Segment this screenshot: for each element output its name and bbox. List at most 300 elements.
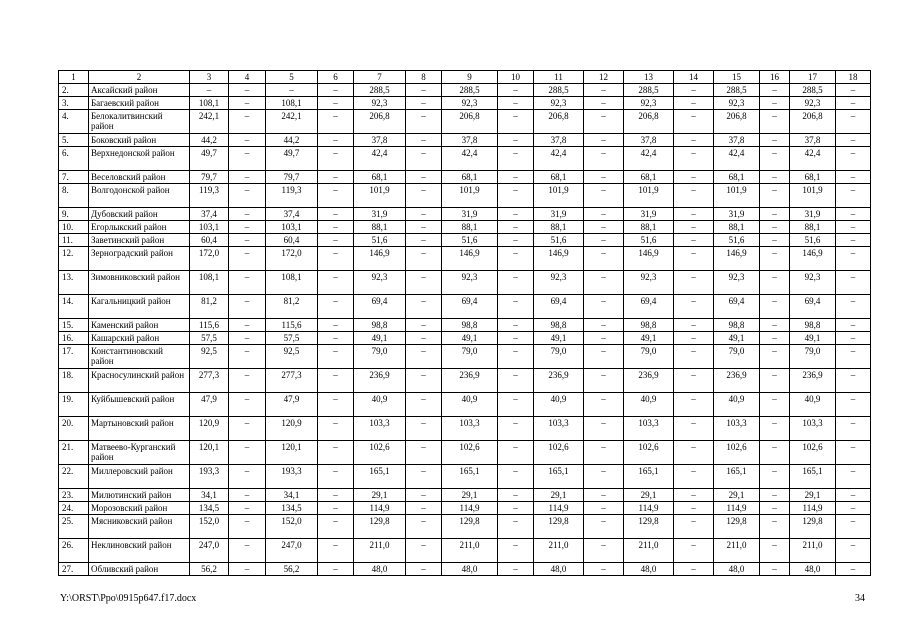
- value-cell: 288,5: [624, 84, 674, 97]
- value-cell: –: [318, 295, 354, 319]
- district-name-cell: Красносулинский район: [89, 369, 190, 393]
- value-cell: –: [406, 441, 442, 465]
- value-cell: –: [674, 147, 714, 171]
- value-cell: 242,1: [266, 110, 318, 134]
- value-cell: –: [584, 271, 624, 295]
- value-cell: –: [836, 97, 871, 110]
- value-cell: –: [584, 184, 624, 208]
- district-name-cell: Веселовский район: [89, 171, 190, 184]
- value-cell: –: [674, 393, 714, 417]
- value-cell: –: [836, 465, 871, 489]
- value-cell: 68,1: [534, 171, 584, 184]
- value-cell: –: [229, 295, 266, 319]
- value-cell: –: [229, 208, 266, 221]
- value-cell: 79,0: [354, 345, 406, 369]
- value-cell: 236,9: [442, 369, 498, 393]
- value-cell: –: [674, 369, 714, 393]
- value-cell: 92,3: [442, 271, 498, 295]
- value-cell: –: [584, 295, 624, 319]
- value-cell: 79,0: [714, 345, 760, 369]
- value-cell: 68,1: [354, 171, 406, 184]
- value-cell: 31,9: [354, 208, 406, 221]
- column-number-cell: 7: [354, 71, 406, 84]
- value-cell: –: [229, 465, 266, 489]
- value-cell: –: [318, 515, 354, 539]
- column-number-cell: 17: [790, 71, 836, 84]
- column-number-cell: 6: [318, 71, 354, 84]
- value-cell: 92,3: [624, 271, 674, 295]
- value-cell: 206,8: [624, 110, 674, 134]
- value-cell: 102,6: [624, 441, 674, 465]
- value-cell: –: [498, 271, 534, 295]
- value-cell: –: [229, 271, 266, 295]
- value-cell: 288,5: [790, 84, 836, 97]
- value-cell: –: [674, 295, 714, 319]
- value-cell: 69,4: [714, 295, 760, 319]
- value-cell: –: [584, 97, 624, 110]
- value-cell: 51,6: [442, 234, 498, 247]
- row-number-cell: 6.: [59, 147, 89, 171]
- value-cell: 49,1: [354, 332, 406, 345]
- value-cell: –: [674, 84, 714, 97]
- district-name-cell: Аксайский район: [89, 84, 190, 97]
- value-cell: 57,5: [190, 332, 229, 345]
- value-cell: –: [674, 417, 714, 441]
- value-cell: –: [836, 539, 871, 563]
- district-name-cell: Кагальницкий район: [89, 295, 190, 319]
- value-cell: –: [584, 171, 624, 184]
- value-cell: –: [318, 369, 354, 393]
- value-cell: 51,6: [624, 234, 674, 247]
- value-cell: 92,5: [190, 345, 229, 369]
- value-cell: 42,4: [790, 147, 836, 171]
- value-cell: 68,1: [624, 171, 674, 184]
- value-cell: 40,9: [790, 393, 836, 417]
- value-cell: 44,2: [266, 134, 318, 147]
- value-cell: –: [836, 515, 871, 539]
- table-row: [59, 369, 871, 393]
- row-number-cell: 15.: [59, 319, 89, 332]
- value-cell: –: [406, 319, 442, 332]
- value-cell: 51,6: [714, 234, 760, 247]
- district-name-cell: Егорлыкский район: [89, 221, 190, 234]
- value-cell: –: [318, 465, 354, 489]
- value-cell: 114,9: [354, 502, 406, 515]
- value-cell: –: [406, 332, 442, 345]
- value-cell: –: [760, 332, 790, 345]
- value-cell: 48,0: [534, 563, 584, 576]
- value-cell: 98,8: [714, 319, 760, 332]
- table-row: [59, 393, 871, 417]
- row-number-cell: 10.: [59, 221, 89, 234]
- value-cell: –: [584, 134, 624, 147]
- value-cell: –: [498, 393, 534, 417]
- value-cell: –: [229, 110, 266, 134]
- value-cell: –: [318, 208, 354, 221]
- value-cell: –: [674, 319, 714, 332]
- value-cell: 114,9: [624, 502, 674, 515]
- value-cell: 31,9: [624, 208, 674, 221]
- district-name-cell: Багаевский район: [89, 97, 190, 110]
- value-cell: 152,0: [190, 515, 229, 539]
- value-cell: –: [406, 502, 442, 515]
- value-cell: –: [760, 84, 790, 97]
- value-cell: 92,3: [714, 271, 760, 295]
- value-cell: 206,8: [790, 110, 836, 134]
- row-number-cell: 17.: [59, 345, 89, 369]
- value-cell: –: [229, 171, 266, 184]
- value-cell: –: [406, 539, 442, 563]
- table-row: [59, 134, 871, 147]
- value-cell: 51,6: [790, 234, 836, 247]
- value-cell: 103,1: [266, 221, 318, 234]
- district-name-cell: Волгодонской район: [89, 184, 190, 208]
- value-cell: –: [229, 417, 266, 441]
- value-cell: –: [498, 97, 534, 110]
- row-number-cell: 24.: [59, 502, 89, 515]
- value-cell: 37,4: [266, 208, 318, 221]
- value-cell: –: [760, 271, 790, 295]
- value-cell: 165,1: [714, 465, 760, 489]
- value-cell: 101,9: [790, 184, 836, 208]
- value-cell: 247,0: [190, 539, 229, 563]
- value-cell: –: [406, 271, 442, 295]
- value-cell: –: [229, 369, 266, 393]
- value-cell: –: [229, 563, 266, 576]
- value-cell: 129,8: [714, 515, 760, 539]
- column-number-row: [59, 71, 871, 84]
- value-cell: 211,0: [354, 539, 406, 563]
- value-cell: 60,4: [190, 234, 229, 247]
- footer-file-path: Y:\ORST\Ppo\0915p647.f17.docx: [60, 593, 197, 604]
- value-cell: –: [584, 110, 624, 134]
- table-row: [59, 221, 871, 234]
- table-row: [59, 563, 871, 576]
- value-cell: 31,9: [714, 208, 760, 221]
- table-row: [59, 417, 871, 441]
- value-cell: –: [674, 489, 714, 502]
- value-cell: –: [498, 295, 534, 319]
- value-cell: 211,0: [624, 539, 674, 563]
- value-cell: 211,0: [714, 539, 760, 563]
- value-cell: 101,9: [534, 184, 584, 208]
- value-cell: 47,9: [266, 393, 318, 417]
- value-cell: 134,5: [190, 502, 229, 515]
- value-cell: –: [584, 234, 624, 247]
- value-cell: –: [406, 147, 442, 171]
- value-cell: 236,9: [714, 369, 760, 393]
- value-cell: –: [836, 110, 871, 134]
- value-cell: –: [584, 345, 624, 369]
- value-cell: 81,2: [190, 295, 229, 319]
- value-cell: 165,1: [624, 465, 674, 489]
- row-number-cell: 20.: [59, 417, 89, 441]
- value-cell: –: [674, 208, 714, 221]
- value-cell: 103,3: [534, 417, 584, 441]
- value-cell: –: [760, 563, 790, 576]
- value-cell: –: [229, 134, 266, 147]
- value-cell: –: [406, 134, 442, 147]
- value-cell: 51,6: [354, 234, 406, 247]
- value-cell: 206,8: [714, 110, 760, 134]
- value-cell: 98,8: [354, 319, 406, 332]
- value-cell: –: [584, 489, 624, 502]
- value-cell: 31,9: [442, 208, 498, 221]
- value-cell: –: [498, 369, 534, 393]
- table-row: [59, 97, 871, 110]
- value-cell: –: [760, 345, 790, 369]
- value-cell: 60,4: [266, 234, 318, 247]
- value-cell: –: [406, 417, 442, 441]
- value-cell: –: [836, 489, 871, 502]
- value-cell: –: [498, 489, 534, 502]
- value-cell: –: [760, 295, 790, 319]
- value-cell: –: [318, 247, 354, 271]
- district-name-cell: Мясниковский район: [89, 515, 190, 539]
- table-row: [59, 184, 871, 208]
- value-cell: 88,1: [624, 221, 674, 234]
- value-cell: 44,2: [190, 134, 229, 147]
- row-number-cell: 13.: [59, 271, 89, 295]
- value-cell: –: [406, 171, 442, 184]
- value-cell: –: [674, 465, 714, 489]
- value-cell: –: [406, 234, 442, 247]
- value-cell: –: [229, 345, 266, 369]
- value-cell: 146,9: [534, 247, 584, 271]
- value-cell: 193,3: [190, 465, 229, 489]
- value-cell: 165,1: [534, 465, 584, 489]
- value-cell: 108,1: [266, 271, 318, 295]
- value-cell: 211,0: [534, 539, 584, 563]
- value-cell: 68,1: [442, 171, 498, 184]
- value-cell: –: [229, 234, 266, 247]
- value-cell: –: [584, 393, 624, 417]
- data-table: [58, 70, 871, 576]
- value-cell: –: [498, 465, 534, 489]
- value-cell: 69,4: [790, 295, 836, 319]
- value-cell: 114,9: [790, 502, 836, 515]
- value-cell: 57,5: [266, 332, 318, 345]
- value-cell: 29,1: [534, 489, 584, 502]
- value-cell: 48,0: [354, 563, 406, 576]
- district-name-cell: Миллеровский район: [89, 465, 190, 489]
- value-cell: –: [674, 247, 714, 271]
- value-cell: –: [674, 97, 714, 110]
- value-cell: 152,0: [266, 515, 318, 539]
- column-number-cell: 10: [498, 71, 534, 84]
- value-cell: 103,3: [790, 417, 836, 441]
- value-cell: –: [674, 502, 714, 515]
- value-cell: –: [760, 234, 790, 247]
- value-cell: 101,9: [354, 184, 406, 208]
- value-cell: –: [229, 147, 266, 171]
- value-cell: –: [318, 184, 354, 208]
- value-cell: –: [836, 271, 871, 295]
- value-cell: 206,8: [534, 110, 584, 134]
- value-cell: –: [584, 563, 624, 576]
- value-cell: –: [266, 84, 318, 97]
- value-cell: 79,0: [534, 345, 584, 369]
- value-cell: 114,9: [534, 502, 584, 515]
- table-row: [59, 332, 871, 345]
- value-cell: 34,1: [266, 489, 318, 502]
- value-cell: 206,8: [442, 110, 498, 134]
- row-number-cell: 5.: [59, 134, 89, 147]
- value-cell: –: [406, 345, 442, 369]
- value-cell: 56,2: [266, 563, 318, 576]
- value-cell: –: [318, 84, 354, 97]
- column-number-cell: 2: [89, 71, 190, 84]
- district-name-cell: Неклиновский район: [89, 539, 190, 563]
- row-number-cell: 3.: [59, 97, 89, 110]
- value-cell: –: [836, 563, 871, 576]
- value-cell: 98,8: [624, 319, 674, 332]
- value-cell: 79,0: [442, 345, 498, 369]
- value-cell: –: [318, 417, 354, 441]
- value-cell: 37,8: [534, 134, 584, 147]
- value-cell: –: [674, 110, 714, 134]
- value-cell: 129,8: [534, 515, 584, 539]
- table-row: [59, 208, 871, 221]
- value-cell: 120,1: [266, 441, 318, 465]
- value-cell: 92,3: [354, 97, 406, 110]
- value-cell: 49,1: [534, 332, 584, 345]
- value-cell: –: [760, 539, 790, 563]
- district-name-cell: Зерноградский район: [89, 247, 190, 271]
- value-cell: –: [318, 393, 354, 417]
- table-row: [59, 247, 871, 271]
- value-cell: –: [760, 171, 790, 184]
- value-cell: 92,3: [534, 97, 584, 110]
- value-cell: –: [498, 417, 534, 441]
- value-cell: 69,4: [624, 295, 674, 319]
- value-cell: 56,2: [190, 563, 229, 576]
- value-cell: 98,8: [534, 319, 584, 332]
- value-cell: –: [760, 502, 790, 515]
- value-cell: –: [760, 184, 790, 208]
- value-cell: –: [584, 84, 624, 97]
- value-cell: 146,9: [624, 247, 674, 271]
- value-cell: 31,9: [534, 208, 584, 221]
- row-number-cell: 27.: [59, 563, 89, 576]
- column-number-cell: 11: [534, 71, 584, 84]
- value-cell: –: [229, 332, 266, 345]
- table-row: [59, 271, 871, 295]
- value-cell: –: [229, 84, 266, 97]
- value-cell: 69,4: [442, 295, 498, 319]
- value-cell: –: [498, 539, 534, 563]
- value-cell: 102,6: [790, 441, 836, 465]
- value-cell: –: [760, 97, 790, 110]
- row-number-cell: 4.: [59, 110, 89, 134]
- value-cell: 172,0: [266, 247, 318, 271]
- row-number-cell: 21.: [59, 441, 89, 465]
- value-cell: 48,0: [790, 563, 836, 576]
- district-name-cell: Мартыновский район: [89, 417, 190, 441]
- value-cell: 115,6: [266, 319, 318, 332]
- table-row: [59, 171, 871, 184]
- value-cell: –: [498, 332, 534, 345]
- value-cell: 108,1: [266, 97, 318, 110]
- value-cell: –: [318, 345, 354, 369]
- value-cell: 102,6: [354, 441, 406, 465]
- value-cell: 102,6: [714, 441, 760, 465]
- value-cell: 40,9: [624, 393, 674, 417]
- value-cell: 103,1: [190, 221, 229, 234]
- value-cell: 37,8: [790, 134, 836, 147]
- value-cell: 49,1: [790, 332, 836, 345]
- value-cell: 165,1: [354, 465, 406, 489]
- value-cell: –: [498, 515, 534, 539]
- value-cell: 92,3: [790, 271, 836, 295]
- value-cell: –: [318, 221, 354, 234]
- value-cell: 146,9: [714, 247, 760, 271]
- value-cell: 103,3: [354, 417, 406, 441]
- table-row: [59, 502, 871, 515]
- value-cell: 92,3: [442, 97, 498, 110]
- column-number-cell: 5: [266, 71, 318, 84]
- value-cell: 98,8: [790, 319, 836, 332]
- value-cell: –: [674, 563, 714, 576]
- value-cell: –: [498, 208, 534, 221]
- value-cell: 211,0: [790, 539, 836, 563]
- value-cell: –: [406, 84, 442, 97]
- value-cell: –: [498, 345, 534, 369]
- value-cell: –: [318, 134, 354, 147]
- value-cell: –: [836, 345, 871, 369]
- value-cell: –: [406, 563, 442, 576]
- table-row: [59, 110, 871, 134]
- value-cell: –: [229, 393, 266, 417]
- column-number-cell: 3: [190, 71, 229, 84]
- value-cell: 277,3: [190, 369, 229, 393]
- row-number-cell: 18.: [59, 369, 89, 393]
- value-cell: 129,8: [790, 515, 836, 539]
- district-name-cell: Кашарский район: [89, 332, 190, 345]
- value-cell: –: [318, 502, 354, 515]
- value-cell: 40,9: [442, 393, 498, 417]
- value-cell: 119,3: [266, 184, 318, 208]
- district-name-cell: Каменский район: [89, 319, 190, 332]
- value-cell: –: [498, 147, 534, 171]
- value-cell: –: [406, 208, 442, 221]
- value-cell: 37,4: [190, 208, 229, 221]
- value-cell: 47,9: [190, 393, 229, 417]
- value-cell: –: [836, 208, 871, 221]
- value-cell: 119,3: [190, 184, 229, 208]
- value-cell: 146,9: [790, 247, 836, 271]
- value-cell: 37,8: [624, 134, 674, 147]
- value-cell: 103,3: [624, 417, 674, 441]
- value-cell: 98,8: [442, 319, 498, 332]
- value-cell: 40,9: [534, 393, 584, 417]
- value-cell: –: [229, 221, 266, 234]
- value-cell: –: [318, 539, 354, 563]
- value-cell: 29,1: [624, 489, 674, 502]
- value-cell: –: [760, 369, 790, 393]
- value-cell: –: [760, 221, 790, 234]
- value-cell: –: [836, 147, 871, 171]
- value-cell: 92,3: [354, 271, 406, 295]
- row-number-cell: 2.: [59, 84, 89, 97]
- value-cell: –: [498, 502, 534, 515]
- value-cell: –: [836, 234, 871, 247]
- district-name-cell: Заветинский район: [89, 234, 190, 247]
- value-cell: –: [318, 489, 354, 502]
- value-cell: –: [584, 465, 624, 489]
- value-cell: –: [760, 393, 790, 417]
- value-cell: –: [498, 134, 534, 147]
